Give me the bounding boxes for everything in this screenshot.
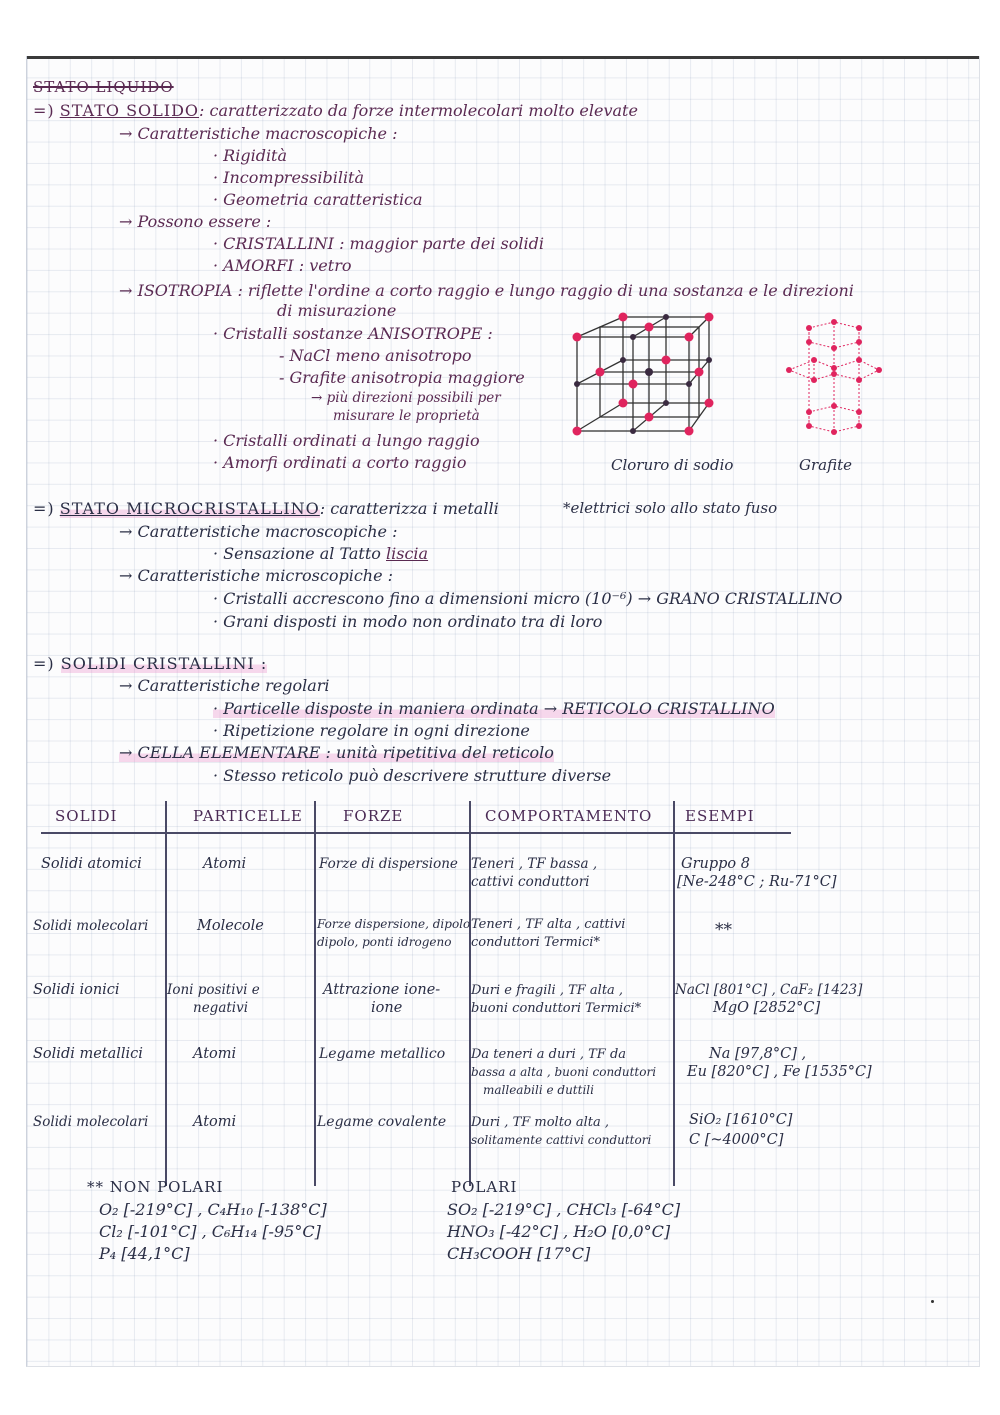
table-cell: C [~4000°C] [689,1132,784,1148]
table-cell: Solidi atomici [41,856,142,872]
non-polari-line: P₄ [44,1°C] [99,1244,190,1263]
section-description: : caratterizza i metalli [319,499,499,518]
polari-line: CH₃COOH [17°C] [447,1244,591,1263]
table-cell: Duri , TF molto alta , [471,1115,610,1130]
section-description: : caratterizzato da forze intermolecolari molto elevate [199,101,638,120]
table-header-cell: FORZE [343,807,404,825]
table-cell: Attrazione ione- [323,982,441,998]
list-item: · Cristalli accrescono fino a dimensioni micro (10⁻⁶) → GRANO CRISTALLINO [213,589,843,608]
table-cell: SiO₂ [1610°C] [689,1112,793,1128]
section-heading: STATO SOLIDO [59,101,200,120]
table-cell: Solidi ionici [33,982,120,998]
table-cell: NaCl [801°C] , CaF₂ [1423] [675,982,863,998]
section-heading: SOLIDI CRISTALLINI : [60,654,268,673]
list-item: · Ripetizione regolare in ogni direzione [213,721,530,740]
list-item: · Cristalli ordinati a lungo raggio [213,431,480,450]
table-cell: Legame metallico [319,1046,446,1062]
table-header-cell: SOLIDI [55,807,118,825]
table-cell: Forze dispersione, dipolo [317,917,471,931]
figure-caption-grafite: Grafite [799,456,853,474]
crossed-title: STATO LIQUIDO [33,78,174,96]
table-cell: Duri e fragili , TF alta , [471,983,624,998]
table-cell: Solidi molecolari [33,918,149,934]
section-solidi-cristallini [33,654,267,673]
ink-dot [931,1300,934,1303]
table-cell: conduttori Termici* [471,935,600,950]
table-header-rule [41,832,791,834]
table-cell: Atomi [193,1114,237,1130]
macro-label: → Caratteristiche macroscopiche : [119,522,398,541]
cella-elementare: → CELLA ELEMENTARE : unità ripetitiva del reticolo [119,743,554,762]
section-microcristallino [33,499,499,518]
arrow-marker: =) [33,101,55,120]
table-cell: Legame covalente [317,1114,447,1130]
underlined-word: liscia [386,544,429,563]
list-item: - NaCl meno anisotropo [279,346,472,365]
graphite-figure [779,318,889,443]
table-cell: Eu [820°C] , Fe [1535°C] [687,1064,872,1080]
isotropia-line: → ISOTROPIA : riflette l'ordine a corto raggio e lungo raggio di una sostanza e le direzioni [119,281,854,300]
non-polari-line: O₂ [-219°C] , C₄H₁₀ [-138°C] [99,1200,327,1219]
table-cell: negativi [193,1000,249,1016]
figure-caption-nacl: Cloruro di sodio [611,456,734,474]
polari-title: POLARI [451,1178,518,1196]
table-cell: Atomi [193,1046,237,1062]
arrow-marker: =) [33,654,55,673]
table-cell: buoni conduttori Termici* [471,1001,642,1016]
table-cell: [Ne-248°C ; Ru-71°C] [677,874,837,890]
list-item: - Grafite anisotropia maggiore [279,368,525,387]
table-cell: malleabili e duttili [483,1083,594,1097]
possono-label: → Possono essere : [119,212,272,231]
micro-label: → Caratteristiche microscopiche : [119,566,394,585]
table-cell: Da teneri a duri , TF da [471,1047,627,1062]
table-divider [314,801,316,1186]
polari-line: HNO₃ [-42°C] , H₂O [0,0°C] [447,1222,671,1241]
table-cell: Teneri , TF alta , cattivi [471,917,626,932]
list-item-text: · Sensazione al Tatto [213,544,381,563]
table-cell: bassa a alta , buoni conduttori [471,1065,657,1079]
list-item [213,544,428,563]
nacl-crystal-figure [567,311,727,446]
non-polari-title: ** NON POLARI [87,1178,224,1196]
table-cell: Forze di dispersione [319,856,458,872]
table-header-cell: ESEMPI [685,807,755,825]
section-heading: STATO MICROCRISTALLINO [59,499,320,518]
list-item: · Geometria caratteristica [213,190,423,209]
table-cell: dipolo, ponti idrogeno [317,935,452,949]
footnote-elettrici: *elettrici solo allo stato fuso [563,499,778,517]
table-cell: Teneri , TF bassa , [471,856,598,872]
list-item: → più direzioni possibili per [311,390,501,406]
macro-label: → Caratteristiche macroscopiche : [119,124,398,143]
list-item: · Amorfi ordinati a corto raggio [213,453,467,472]
list-item: · Stesso reticolo può descrivere strutture diverse [213,766,612,785]
arrow-marker: =) [33,499,55,518]
table-cell: solitamente cattivi conduttori [471,1133,652,1147]
list-item: misurare le proprietà [333,408,480,424]
notebook-page [26,56,980,1367]
list-item: · CRISTALLINI : maggior parte dei solidi [213,234,544,253]
table-header-cell: PARTICELLE [193,807,303,825]
table-cell: Ioni positivi e [167,982,260,998]
table-cell: Solidi molecolari [33,1114,149,1130]
list-item: · Cristalli sostanze ANISOTROPE : [213,324,493,343]
list-item: · Rigidità [213,146,288,165]
isotropia-line-cont: di misurazione [277,301,397,320]
table-header-cell: COMPORTAMENTO [485,807,653,825]
table-cell: MgO [2852°C] [713,1000,821,1016]
table-cell: Na [97,8°C] , [709,1046,807,1062]
section-stato-solido [33,101,638,120]
polari-line: SO₂ [-219°C] , CHCl₃ [-64°C] [447,1200,681,1219]
list-item: · AMORFI : vetro [213,256,352,275]
table-cell: cattivi conduttori [471,874,590,890]
non-polari-line: Cl₂ [-101°C] , C₆H₁₄ [-95°C] [99,1222,321,1241]
table-cell: Solidi metallici [33,1046,143,1062]
list-item: · Grani disposti in modo non ordinato tra di loro [213,612,603,631]
page-top-edge [27,56,979,59]
list-item: · Incompressibilità [213,168,365,187]
table-cell: ** [715,920,732,940]
table-cell: Molecole [197,918,264,934]
regolari-label: → Caratteristiche regolari [119,676,330,695]
list-item: · Particelle disposte in maniera ordinata → RETICOLO CRISTALLINO [213,699,775,718]
table-cell: Gruppo 8 [681,856,750,872]
table-cell: ione [371,1000,403,1016]
table-cell: Atomi [203,856,247,872]
